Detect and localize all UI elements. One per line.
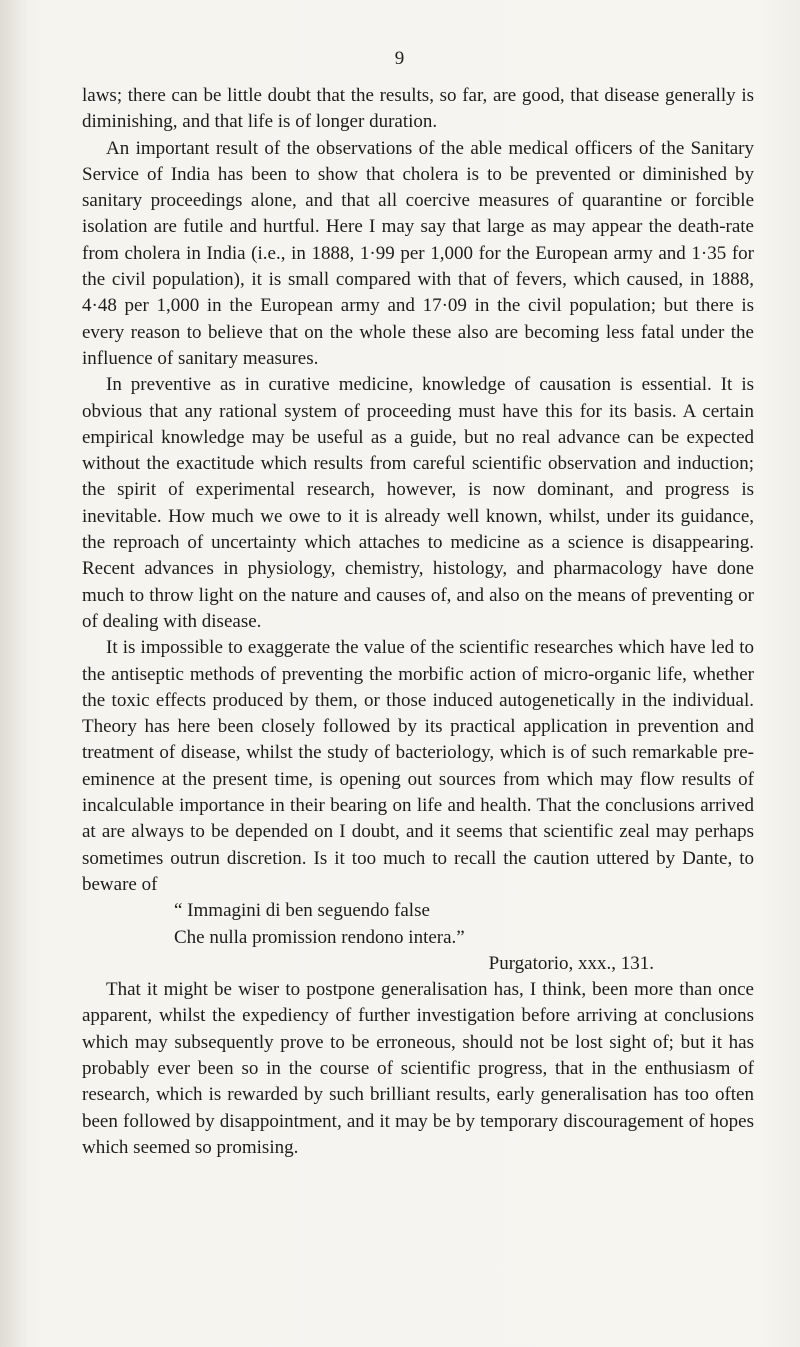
- paragraph-5: That it might be wiser to postpone generalisation has, I think, been more than once apparent, whilst the expediency of further investigation before arriving at conclusions which may subsequently prove to be erroneous, should not be lost sight of; but it has probably ever been so in the course of scientific progress, that in the enthusiasm of research, which is rewarded by such brilliant results, early generalisation has too often been followed by disappointment, and it may be by temporary discouragement of hopes which seemed so promising.: [82, 979, 754, 1158]
- body-text: [82, 83, 754, 1161]
- binding-shadow: [0, 0, 28, 1347]
- quote-citation: Purgatorio, xxx., 131.: [488, 952, 654, 974]
- quote-line-2: Che nulla promission rendono intera.”: [174, 926, 465, 948]
- paragraph-3: In preventive as in curative medicine, knowledge of causation is essential. It is obvious that any rational system of proceeding must have this for its basis. A certain empirical knowledge may be useful as a guide, but no real advance can be expected without the exactitude which results from careful scientific observation and induction; the spirit of experimental research, however, is now dominant, and progress is inevitable. How much we owe to it is already well known, whilst, under its guidance, the reproach of uncertainty which attaches to medicine as a science is disappearing. Recent advances in physiology, chemistry, histology, and pharmacology have done much to throw light on the nature and causes of, and also on the means of preventing or of dealing with disease.: [82, 374, 754, 632]
- dante-quotation: [82, 898, 754, 951]
- quote-line-1: “ Immagini di ben seguendo false: [174, 900, 430, 922]
- paragraph-1: laws; there can be little doubt that the results, so far, are good, that disease generally is diminishing, and that life is of longer duration.: [82, 85, 754, 133]
- page-number: 9: [394, 48, 406, 69]
- paragraph-2: An important result of the observations of the able medical officers of the Sanitary Service of India has been to show that cholera is to be prevented or diminished by sanitary proceedings alone, and that all coercive measures of quarantine or forcible isolation are futile and hurtful. Here I may say that large as may appear the death-rate from cholera in India (i.e., in 1888, 1·99 per 1,000 for the European army and 1·35 for the civil population), it is small compared with that of fevers, which caused, in 1888, 4·48 per 1,000 in the European army and 17·09 in the civil population; but there is every reason to believe that on the whole these also are becoming less fatal under the influence of sanitary measures.: [82, 137, 754, 369]
- paragraph-4: It is impossible to exaggerate the value of the scientific researches which have led to the antiseptic methods of preventing the morbific action of micro-organic life, whether the toxic effects produced by them, or those induced autogenetically in the individual. Theory has here been closely followed by its practical application in prevention and treatment of disease, whilst the study of bacteriology, which is of such remarkable pre-eminence at the present time, is opening out sources from which may flow results of incalculable importance in their bearing on life and health. That the conclusions arrived at are always to be depended on I doubt, and it seems that scientific zeal may perhaps sometimes outrun discretion. Is it too much to recall the caution uttered by Dante, to beware of: [82, 637, 754, 895]
